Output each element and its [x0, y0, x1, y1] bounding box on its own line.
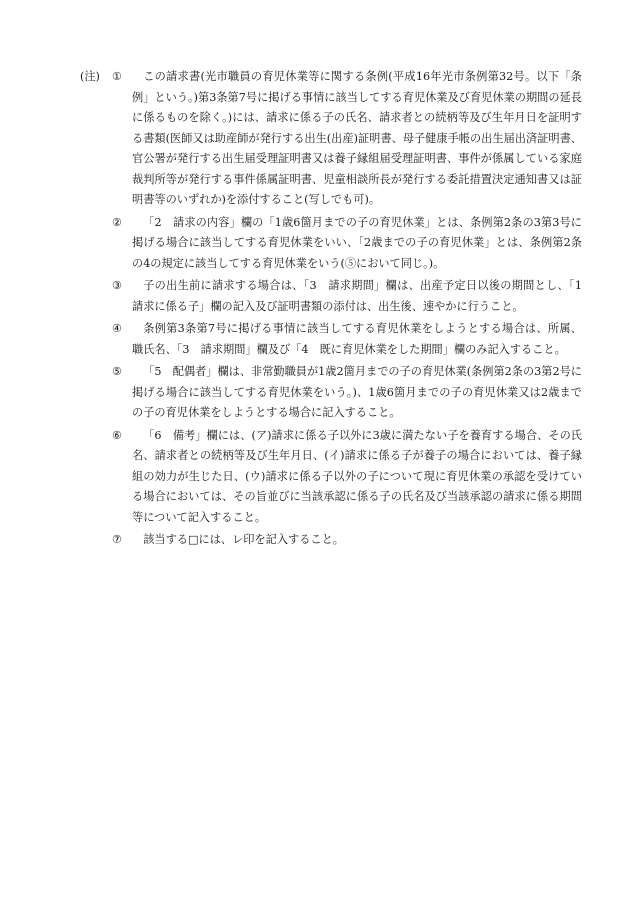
notes-section [80, 67, 594, 551]
note-text: 該当する□には、レ印を記入すること。 [143, 533, 344, 546]
note-text: この請求書(光市職員の育児休業等に関する条例(平成16年光市条例第32号。以下「条例」という。)第3条第7号に掲げる事情に該当してする育児休業及び育児休業の期間の延長に係るものを除く。)には、請求に係る子の氏名、請求者との続柄等及び生年月日を証明する書類(医師又は助産師が発行する出生(出産)証明書、母子健康手帳の出生届出済証明書、官公署が発行する出生届受理証明書又は養子縁組届受理証明書、事件が係属している家庭裁判所等が発行する事件係属証明書、児童相談所長が発行する委託措置決定通知書又は証明書等のいずれか)を添付すること(写しでも可)。 [132, 70, 582, 206]
note-item-4 [80, 319, 580, 360]
note-text: 「2 請求の内容」欄の「1歳6箇月までの子の育児休業」とは、条例第2条の3第3号に掲げる場合に該当してする育児休業をいい、「2歳までの子の育児休業」とは、条例第2条の4の規定に該当してする育児休業をいう(⑤において同じ。)。 [132, 215, 582, 270]
note-text: 「5 配偶者」欄は、非常勤職員が1歳2箇月までの子の育児休業(条例第2条の3第2号に掲げる場合に該当してする育児休業をいう。)、1歳6箇月までの子の育児休業又は2歳までの子の育児休業をしようとする場合に記入すること。 [132, 365, 582, 419]
note-number: ① [112, 70, 123, 83]
note-number: ⑥ [112, 428, 123, 442]
note-item-6 [80, 426, 580, 529]
note-number: ⑤ [112, 365, 123, 378]
note-text: 条例第3条第7号に掲げる事情に該当してする育児休業をしようとする場合は、所属、職氏名、「3 請求期間」欄及び「4 既に育児休業をした期間」欄のみ記入すること。 [132, 322, 582, 356]
note-number: ② [112, 215, 123, 229]
note-item-2 [80, 213, 580, 275]
note-item-1 [80, 67, 580, 211]
notes-heading: (注) [80, 70, 100, 83]
note-number: ⑦ [112, 533, 123, 546]
note-text: 子の出生前に請求する場合は、「3 請求期間」欄は、出産予定日以後の期間とし、「1 請求に係る子」欄の記入及び証明書類の添付は、出生後、速やかに行うこと。 [132, 279, 594, 313]
note-number: ④ [112, 322, 123, 335]
note-item-7 [80, 530, 580, 551]
note-item-5 [80, 362, 580, 424]
note-text: 「6 備考」欄には、(ア)請求に係る子以外に3歳に満たない子を養育する場合、その氏名、請求者との続柄等及び生年月日、(イ)請求に係る子が養子の場合においては、養子縁組の効力が生じた日、(ウ)請求に係る子以外の子について現に育児休業の承認を受けている場合においては、その旨並びに当該承認に係る子の氏名及び当該承認の請求に係る期間等について記入すること。 [132, 428, 582, 524]
note-item-3 [80, 276, 594, 317]
note-number: ③ [112, 279, 123, 292]
